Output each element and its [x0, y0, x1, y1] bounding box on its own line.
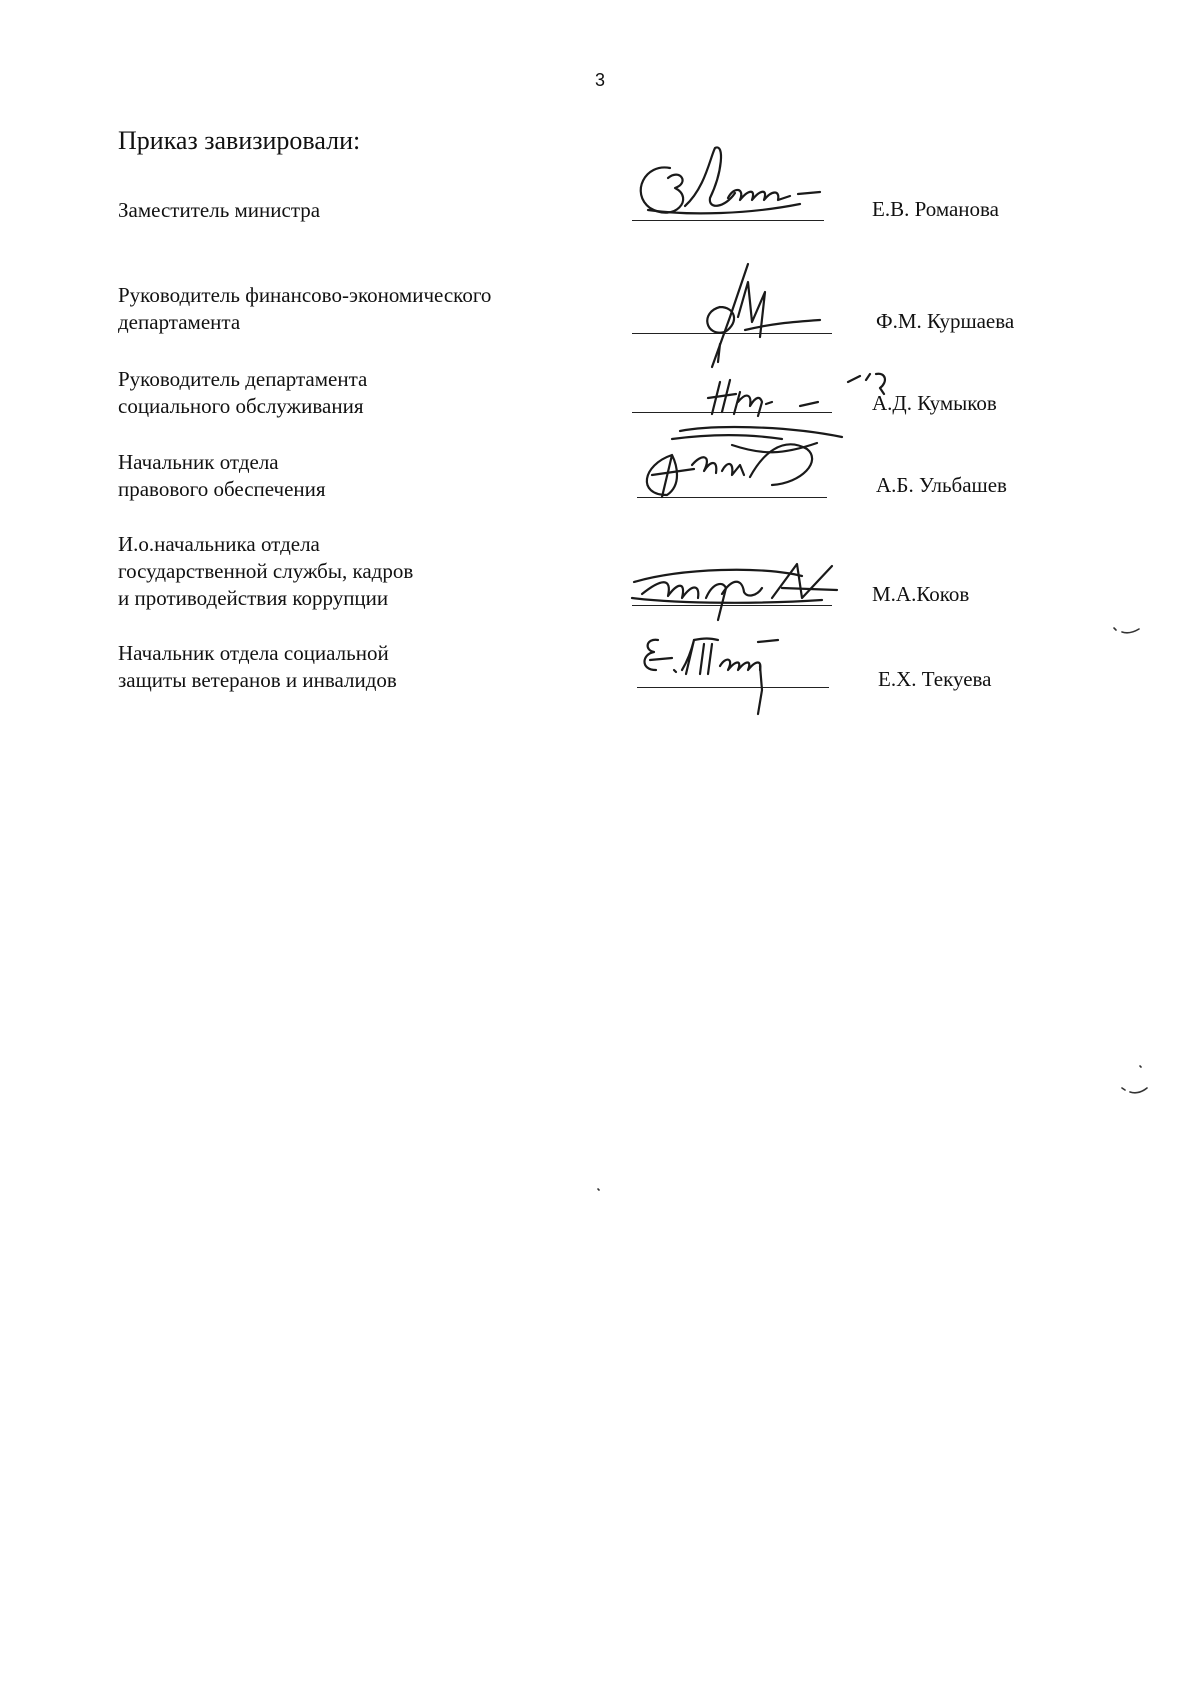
signer-romanova: Е.В. Романова — [872, 197, 1000, 221]
scan-speck-dot — [596, 1187, 602, 1193]
approval-position-deputy-minister: Заместитель министра — [118, 198, 321, 222]
approval-position-finance-head: Руководитель финансово-экономического департамента — [118, 283, 492, 334]
approval-heading: Приказ завизировали: — [118, 126, 361, 155]
scan-speck-dot — [1138, 1064, 1144, 1070]
signer-kokov: М.А.Коков — [872, 582, 970, 606]
scan-speck-mark — [1120, 1082, 1150, 1098]
signer-kurshaeva: Ф.М. Куршаева — [876, 309, 1015, 333]
signature-ulbashev — [632, 425, 852, 505]
approval-position-legal-head: Начальник отдела правового обеспечения — [118, 450, 326, 501]
signature-tekueva — [638, 630, 838, 720]
signer-tekueva: Е.Х. Текуева — [878, 667, 992, 691]
page-number: 3 — [594, 70, 605, 90]
signer-ulbashev: А.Б. Ульбашев — [876, 473, 1007, 497]
signature-kokov — [622, 558, 842, 628]
approval-position-hr-head: И.о.начальника отдела государственной службы, кадров и противодействия коррупции — [118, 532, 414, 610]
approval-position-social-services-head: Руководитель департамента социального обслуживания — [118, 367, 368, 418]
signature-romanova — [630, 138, 850, 228]
approval-position-veterans-head: Начальник отдела социальной защиты ветеранов и инвалидов — [118, 641, 397, 692]
scan-speck-mark — [1112, 624, 1142, 638]
signature-kurshaeva — [690, 262, 830, 382]
signer-kumykov: А.Д. Кумыков — [872, 391, 997, 415]
